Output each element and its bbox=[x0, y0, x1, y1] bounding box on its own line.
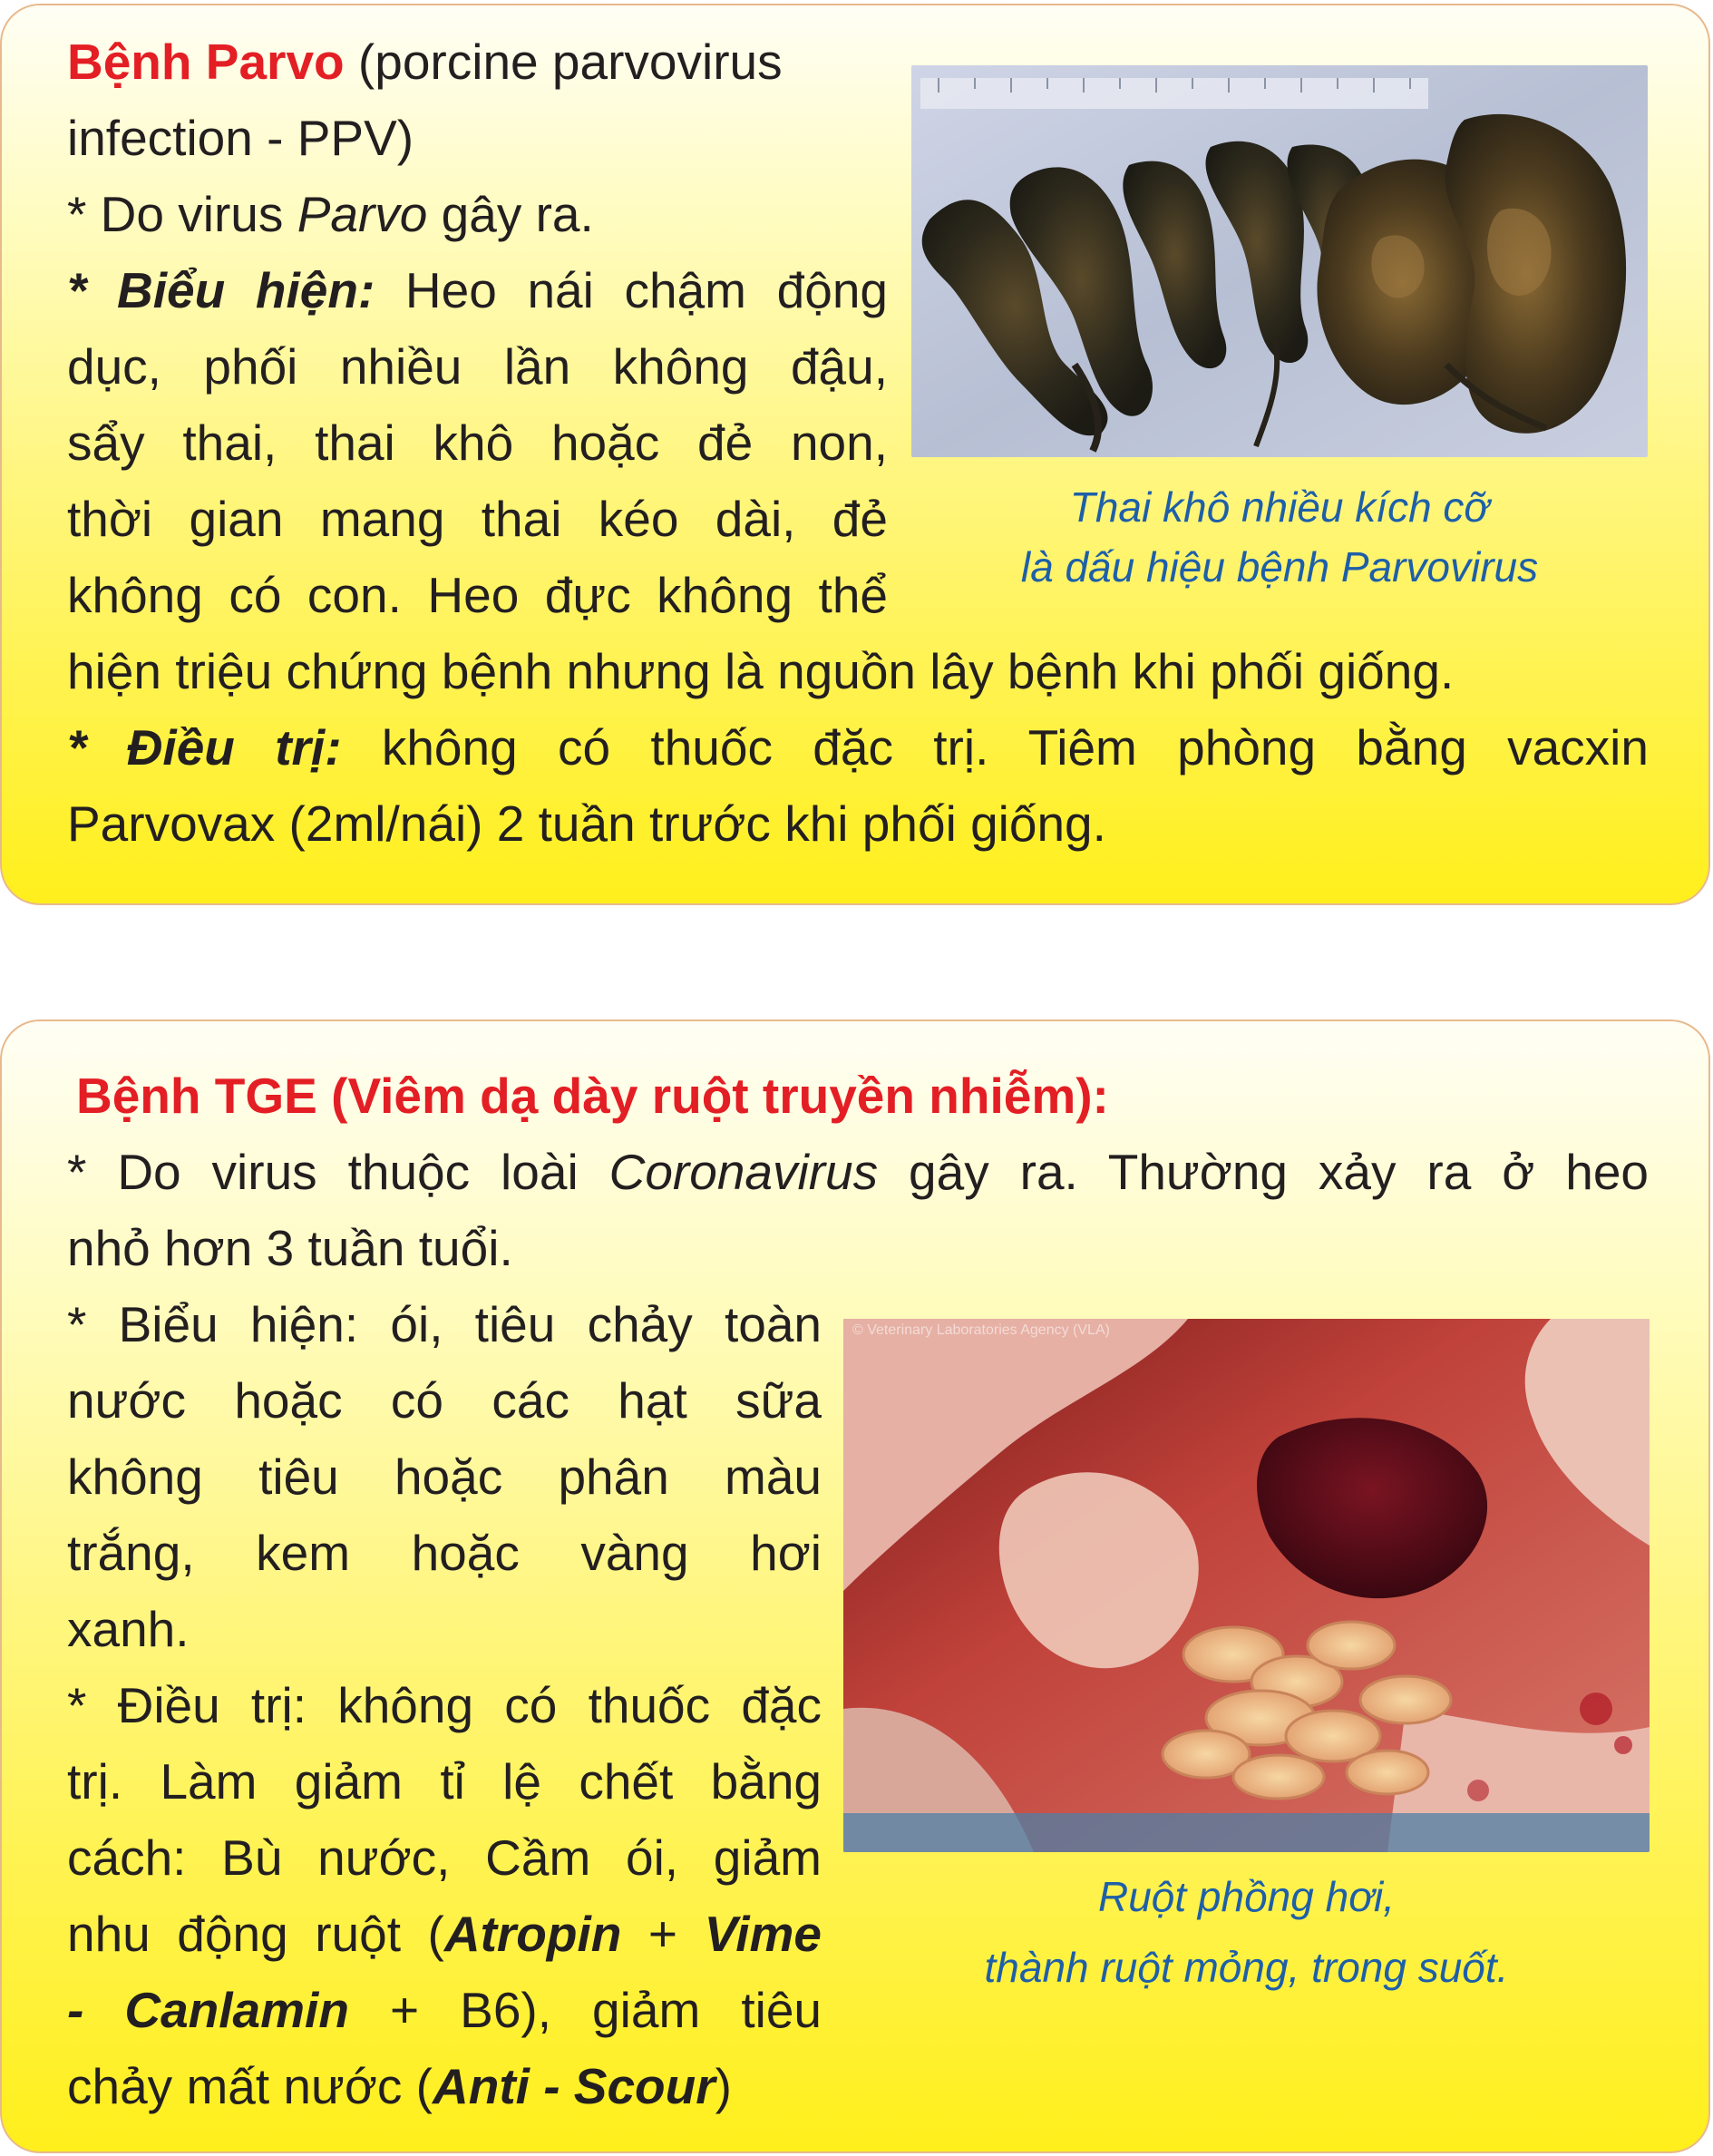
parvo-symptom-line4: thời gian mang thai kéo dài, đẻ bbox=[67, 491, 888, 547]
parvo-caption-line1: Thai khô nhiều kích cỡ bbox=[1069, 483, 1490, 531]
tge-drug-canlamin: - Canlamin bbox=[67, 1982, 349, 2038]
tge-treatment-line3: cách: Bù nước, Cầm ói, giảm bbox=[67, 1829, 822, 1886]
parvo-title-rest: (porcine parvovirus bbox=[344, 34, 783, 90]
parvo-symptom-line1 bbox=[67, 252, 888, 328]
tge-intestine-photo bbox=[843, 1319, 1650, 1852]
tge-treatment-line5 bbox=[67, 1972, 822, 2048]
parvo-cause bbox=[67, 176, 888, 252]
tge-cause-prefix: * Do virus thuộc loài bbox=[67, 1144, 609, 1200]
tge-cause-line1 bbox=[67, 1134, 1649, 1210]
parvo-title-line2: infection - PPV) bbox=[67, 110, 414, 166]
tge-caption-line2: thành ruột mỏng, trong suốt. bbox=[984, 1944, 1509, 1991]
parvo-treatment-line2: Parvovax (2ml/nái) 2 tuần trước khi phối giống. bbox=[67, 795, 1106, 852]
tge-symptom-line2: nước hoặc có các hạt sữa bbox=[67, 1372, 822, 1429]
parvo-cause-suffix: gây ra. bbox=[427, 186, 594, 242]
parvo-symptom-line6: hiện triệu chứng bệnh nhưng là nguồn lây bệnh khi phối giống. bbox=[67, 643, 1455, 699]
tge-symptom-line4: trắng, kem hoặc vàng hơi bbox=[67, 1525, 822, 1581]
parvo-card bbox=[0, 4, 1710, 905]
tge-photo-image bbox=[843, 1319, 1650, 1852]
parvo-cause-prefix: * Do virus bbox=[67, 186, 297, 242]
parvo-treatment-label: * Điều trị: bbox=[67, 719, 342, 776]
tge-title: Bệnh TGE (Viêm dạ dày ruột truyền nhiễm): bbox=[76, 1068, 1109, 1124]
tge-treatment-line4 bbox=[67, 1896, 822, 1972]
tge-symptom-line1: * Biểu hiện: ói, tiêu chảy toàn bbox=[67, 1296, 822, 1352]
tge-treatment-l5-rest: + B6), giảm tiêu bbox=[348, 1982, 822, 2038]
tge-symptom-line5: xanh. bbox=[67, 1601, 190, 1657]
tge-treatment-l6-pre: chảy mất nước ( bbox=[67, 2058, 433, 2114]
tge-drug-anti-scour: Anti - Scour bbox=[433, 2058, 715, 2114]
parvo-symptom-text1: Heo nái chậm động bbox=[375, 262, 888, 318]
tge-treatment-l4-mid: + bbox=[621, 1906, 705, 1962]
tge-photo-watermark: © Veterinary Laboratories Agency (VLA) bbox=[852, 1322, 1110, 1338]
parvo-symptom-line2: dục, phối nhiều lần không đậu, bbox=[67, 338, 888, 395]
parvo-photo-image bbox=[911, 65, 1648, 457]
tge-cause-suffix: gây ra. Thường xảy ra ở heo bbox=[878, 1144, 1650, 1200]
parvo-symptom-line3: sẩy thai, thai khô hoặc đẻ non, bbox=[67, 415, 888, 471]
tge-treatment-line2: trị. Làm giảm tỉ lệ chết bằng bbox=[67, 1753, 822, 1810]
tge-caption-line1: Ruột phồng hơi, bbox=[1097, 1873, 1396, 1920]
tge-cause-virus: Coronavirus bbox=[608, 1144, 879, 1200]
tge-symptom-line3: không tiêu hoặc phân màu bbox=[67, 1449, 822, 1505]
tge-treatment-line1: * Điều trị: không có thuốc đặc bbox=[67, 1677, 822, 1733]
tge-treatment-line6 bbox=[67, 2048, 847, 2124]
parvo-title bbox=[67, 24, 888, 100]
parvo-title-bold: Bệnh Parvo bbox=[67, 34, 345, 90]
tge-drug-atropin: Atropin bbox=[443, 1906, 622, 1962]
parvo-treatment-line1 bbox=[67, 709, 1649, 785]
tge-treatment-l6-post: ) bbox=[715, 2058, 732, 2114]
tge-drug-vime: Vime bbox=[704, 1906, 822, 1962]
parvo-mummified-fetus-photo bbox=[911, 65, 1648, 457]
tge-card bbox=[0, 1019, 1710, 2153]
parvo-cause-virus: Parvo bbox=[297, 186, 428, 242]
tge-treatment-l4-pre: nhu động ruột ( bbox=[67, 1906, 444, 1962]
tge-cause-line2: nhỏ hơn 3 tuần tuổi. bbox=[67, 1220, 513, 1276]
parvo-treatment-text1: không có thuốc đặc trị. Tiêm phòng bằng vacxin bbox=[341, 719, 1649, 776]
parvo-symptom-line5: không có con. Heo đực không thể bbox=[67, 567, 888, 623]
parvo-caption-line2: là dấu hiệu bệnh Parvovirus bbox=[1020, 543, 1539, 590]
parvo-symptom-label: * Biểu hiện: bbox=[67, 262, 375, 318]
